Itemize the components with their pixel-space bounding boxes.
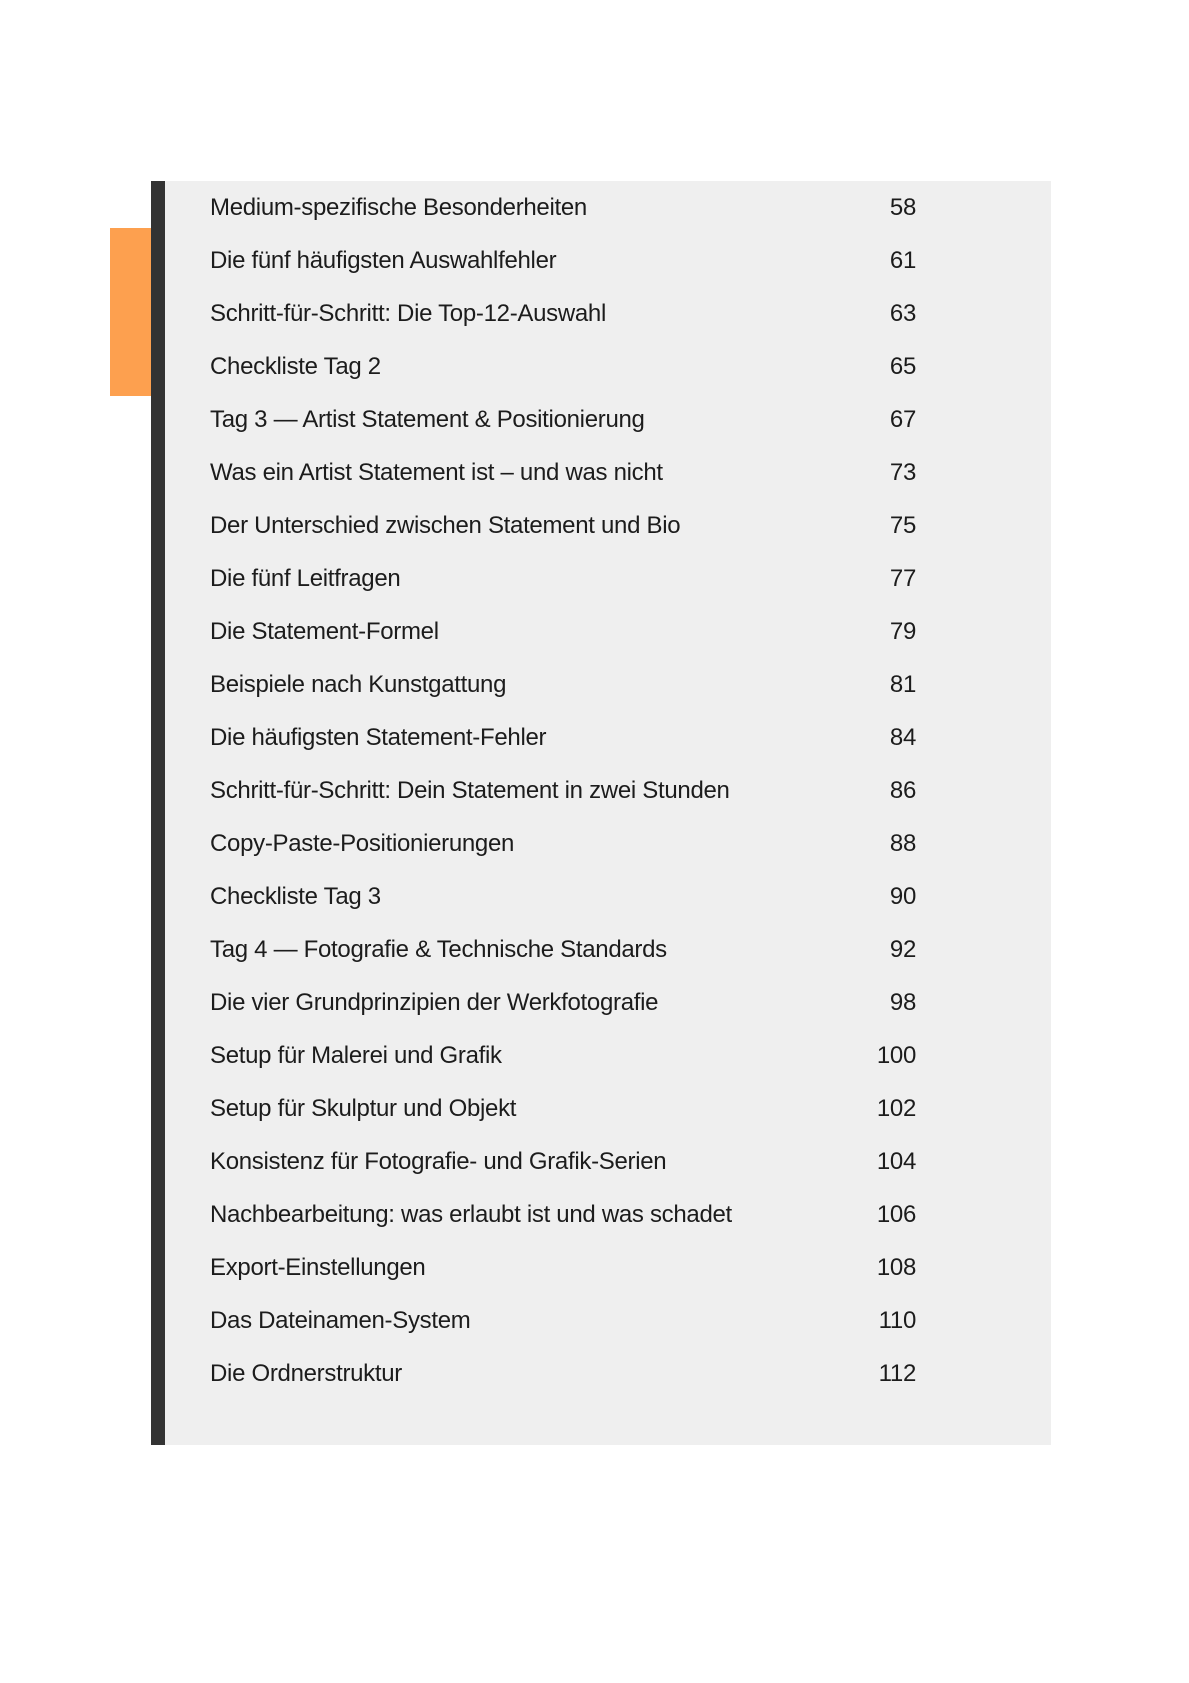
toc-entry[interactable]: [210, 1082, 916, 1135]
toc-entry-title: Setup für Skulptur und Objekt: [210, 1094, 517, 1122]
toc-entry-title: Die fünf häufigsten Auswahlfehler: [210, 246, 557, 274]
toc-entry-page-number: 86: [889, 776, 916, 804]
toc-entry-title: Nachbearbeitung: was erlaubt ist und was schadet: [210, 1200, 732, 1228]
toc-entry-title: Checkliste Tag 3: [210, 882, 381, 910]
toc-entry[interactable]: [210, 181, 916, 234]
toc-entry-page-number: 79: [889, 617, 916, 645]
table-of-contents: [210, 181, 916, 1400]
toc-entry-page-number: 77: [889, 564, 916, 592]
toc-entry-title: Die Ordnerstruktur: [210, 1359, 402, 1387]
toc-entry[interactable]: [210, 234, 916, 287]
toc-entry-page-number: 100: [876, 1041, 916, 1069]
toc-entry-title: Konsistenz für Fotografie- und Grafik-Serien: [210, 1147, 667, 1175]
toc-entry-page-number: 102: [876, 1094, 916, 1122]
toc-entry-page-number: 98: [889, 988, 916, 1016]
toc-entry-title: Schritt-für-Schritt: Die Top-12-Auswahl: [210, 299, 606, 327]
orange-accent-tab: [110, 228, 151, 396]
toc-entry-page-number: 67: [889, 405, 916, 433]
toc-entry-page-number: 63: [889, 299, 916, 327]
toc-entry-page-number: 108: [876, 1253, 916, 1281]
toc-vertical-bar: [151, 181, 165, 1445]
toc-entry[interactable]: [210, 817, 916, 870]
toc-entry-title: Schritt-für-Schritt: Dein Statement in zwei Stunden: [210, 776, 730, 804]
toc-entry-title: Export-Einstellungen: [210, 1253, 426, 1281]
toc-entry-page-number: 75: [889, 511, 916, 539]
toc-entry-title: Medium-spezifische Besonderheiten: [210, 193, 587, 221]
toc-entry[interactable]: [210, 340, 916, 393]
toc-entry[interactable]: [210, 711, 916, 764]
toc-entry[interactable]: [210, 923, 916, 976]
toc-entry-title: Die fünf Leitfragen: [210, 564, 401, 592]
toc-entry-page-number: 104: [876, 1147, 916, 1175]
toc-entry-page-number: 90: [889, 882, 916, 910]
toc-entry[interactable]: [210, 1347, 916, 1400]
toc-entry-page-number: 112: [878, 1359, 916, 1387]
toc-entry-title: Setup für Malerei und Grafik: [210, 1041, 502, 1069]
toc-entry-page-number: 84: [889, 723, 916, 751]
toc-entry-page-number: 73: [889, 458, 916, 486]
toc-entry[interactable]: [210, 499, 916, 552]
toc-entry-title: Was ein Artist Statement ist – und was nicht: [210, 458, 663, 486]
toc-entry-page-number: 106: [876, 1200, 916, 1228]
toc-entry-title: Die vier Grundprinzipien der Werkfotografie: [210, 988, 659, 1016]
toc-entry-title: Das Dateinamen-System: [210, 1306, 471, 1334]
toc-entry-title: Tag 3 — Artist Statement & Positionierung: [210, 405, 645, 433]
toc-entry[interactable]: [210, 1188, 916, 1241]
toc-entry[interactable]: [210, 605, 916, 658]
toc-entry-page-number: 110: [878, 1306, 916, 1334]
toc-entry-title: Der Unterschied zwischen Statement und Bio: [210, 511, 681, 539]
toc-entry-page-number: 65: [889, 352, 916, 380]
toc-entry-title: Copy-Paste-Positionierungen: [210, 829, 515, 857]
toc-entry-title: Beispiele nach Kunstgattung: [210, 670, 507, 698]
toc-entry[interactable]: [210, 764, 916, 817]
toc-entry[interactable]: [210, 1135, 916, 1188]
toc-entry[interactable]: [210, 1029, 916, 1082]
toc-entry-page-number: 81: [889, 670, 916, 698]
toc-entry-page-number: 88: [889, 829, 916, 857]
toc-entry-page-number: 58: [889, 193, 916, 221]
toc-entry[interactable]: [210, 287, 916, 340]
toc-entry-page-number: 92: [889, 935, 916, 963]
toc-entry[interactable]: [210, 393, 916, 446]
toc-entry[interactable]: [210, 552, 916, 605]
toc-entry-page-number: 61: [889, 246, 916, 274]
toc-entry-title: Checkliste Tag 2: [210, 352, 381, 380]
toc-entry-title: Die häufigsten Statement-Fehler: [210, 723, 547, 751]
toc-entry[interactable]: [210, 658, 916, 711]
toc-entry-title: Tag 4 — Fotografie & Technische Standards: [210, 935, 667, 963]
toc-entry[interactable]: [210, 976, 916, 1029]
toc-entry[interactable]: [210, 870, 916, 923]
toc-entry[interactable]: [210, 446, 916, 499]
toc-entry[interactable]: [210, 1294, 916, 1347]
toc-entry-title: Die Statement-Formel: [210, 617, 439, 645]
toc-entry[interactable]: [210, 1241, 916, 1294]
